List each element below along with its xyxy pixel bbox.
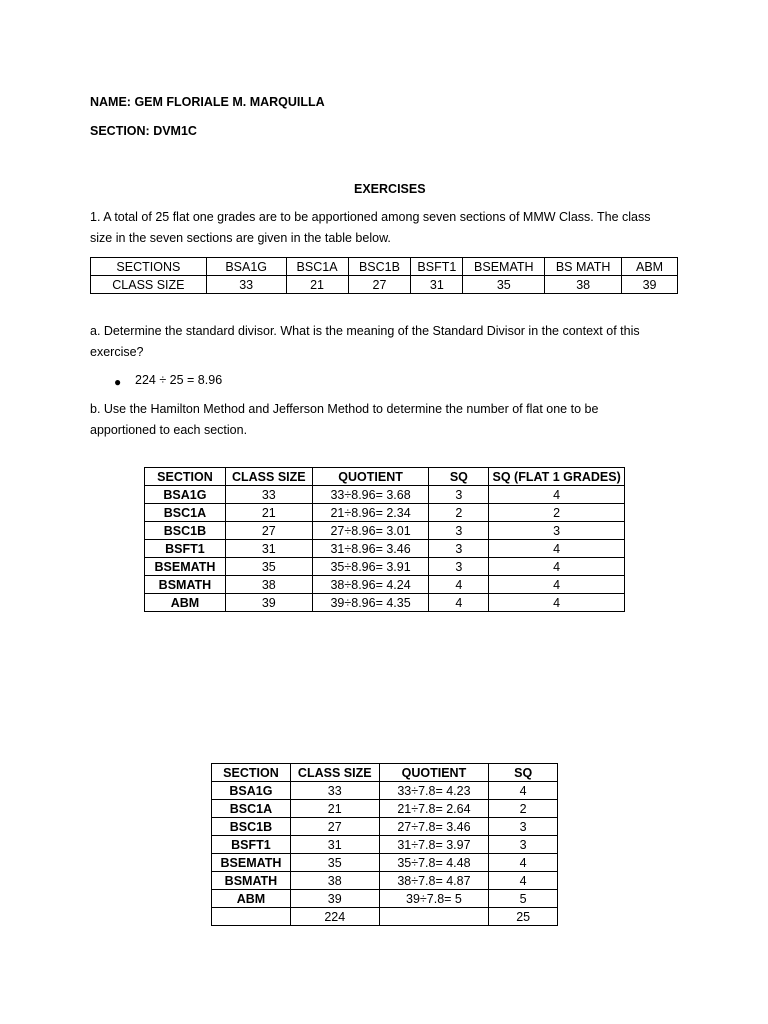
table-cell: 31 bbox=[225, 540, 312, 558]
table-cell: BSMATH bbox=[212, 872, 291, 890]
table-cell: 35 bbox=[290, 854, 379, 872]
table-cell: 31÷7.8= 3.97 bbox=[379, 836, 489, 854]
table-cell: 38 bbox=[290, 872, 379, 890]
table-cell: 27÷8.96= 3.01 bbox=[312, 522, 429, 540]
table-cell: 2 bbox=[429, 504, 489, 522]
table-cell: 4 bbox=[489, 540, 625, 558]
table-cell: ABM bbox=[212, 890, 291, 908]
table-cell: 39 bbox=[290, 890, 379, 908]
table-cell: ABM bbox=[622, 258, 678, 276]
table-cell: BSEMATH bbox=[463, 258, 545, 276]
bullet-icon: ● bbox=[114, 375, 122, 389]
table-cell: 21 bbox=[290, 800, 379, 818]
table-header-row bbox=[212, 764, 558, 782]
table-row bbox=[212, 872, 558, 890]
table-row bbox=[91, 276, 678, 294]
table-cell: BSC1B bbox=[212, 818, 291, 836]
table-cell: BSC1A bbox=[212, 800, 291, 818]
table-row bbox=[212, 818, 558, 836]
table-cell: 38 bbox=[225, 576, 312, 594]
table-row bbox=[145, 594, 625, 612]
table-cell: SECTIONS bbox=[91, 258, 207, 276]
table-cell: 27 bbox=[225, 522, 312, 540]
column-header: SECTION bbox=[145, 468, 226, 486]
student-section: SECTION: DVM1C bbox=[90, 124, 197, 138]
table-cell: 31÷8.96= 3.46 bbox=[312, 540, 429, 558]
question-b bbox=[90, 399, 690, 441]
table-header-row bbox=[145, 468, 625, 486]
table-cell: BSFT1 bbox=[411, 258, 463, 276]
table-cell: 33 bbox=[206, 276, 286, 294]
column-header: QUOTIENT bbox=[379, 764, 489, 782]
question-b-line-2: apportioned to each section. bbox=[90, 423, 248, 437]
table-row bbox=[91, 258, 678, 276]
hamilton-table bbox=[144, 467, 625, 612]
jefferson-table bbox=[211, 763, 558, 926]
table-cell: 33÷7.8= 4.23 bbox=[379, 782, 489, 800]
column-header: CLASS SIZE bbox=[290, 764, 379, 782]
table-cell: 4 bbox=[489, 576, 625, 594]
table-cell: 35÷7.8= 4.48 bbox=[379, 854, 489, 872]
table-cell: 3 bbox=[429, 486, 489, 504]
table-cell: BSC1B bbox=[348, 258, 411, 276]
table-row bbox=[212, 800, 558, 818]
table-cell: BSEMATH bbox=[145, 558, 226, 576]
table-row bbox=[145, 504, 625, 522]
column-header: SQ (FLAT 1 GRADES) bbox=[489, 468, 625, 486]
table-cell: 3 bbox=[429, 522, 489, 540]
table-cell: 35÷8.96= 3.91 bbox=[312, 558, 429, 576]
class-size-table bbox=[90, 257, 678, 294]
table-cell: 5 bbox=[489, 890, 558, 908]
table-cell: 33 bbox=[290, 782, 379, 800]
table-cell: 39 bbox=[225, 594, 312, 612]
table-cell: 33 bbox=[225, 486, 312, 504]
table-cell: 4 bbox=[489, 486, 625, 504]
page-title: EXERCISES bbox=[354, 182, 426, 196]
table-cell: 3 bbox=[489, 836, 558, 854]
question-a-line-2: exercise? bbox=[90, 345, 144, 359]
question-1-line-2: size in the seven sections are given in the table below. bbox=[90, 231, 391, 245]
table-cell: 3 bbox=[489, 818, 558, 836]
table-cell: BSA1G bbox=[212, 782, 291, 800]
table-cell: 4 bbox=[489, 782, 558, 800]
table-cell: 4 bbox=[489, 594, 625, 612]
table-cell: 33÷8.96= 3.68 bbox=[312, 486, 429, 504]
student-name: NAME: GEM FLORIALE M. MARQUILLA bbox=[90, 95, 325, 109]
table-cell: BSC1A bbox=[145, 504, 226, 522]
table-cell: BSMATH bbox=[145, 576, 226, 594]
table-cell: 27 bbox=[348, 276, 411, 294]
table-cell: 3 bbox=[429, 558, 489, 576]
table-cell: 21÷7.8= 2.64 bbox=[379, 800, 489, 818]
column-header: SECTION bbox=[212, 764, 291, 782]
table-cell bbox=[379, 908, 489, 926]
question-1 bbox=[90, 207, 690, 249]
table-cell: 3 bbox=[429, 540, 489, 558]
table-row bbox=[145, 540, 625, 558]
table-row bbox=[212, 854, 558, 872]
table-cell: 38 bbox=[545, 276, 622, 294]
table-cell: 4 bbox=[489, 558, 625, 576]
table-cell: BSA1G bbox=[145, 486, 226, 504]
table-cell: ABM bbox=[145, 594, 226, 612]
table-cell: BSA1G bbox=[206, 258, 286, 276]
table-cell: 4 bbox=[489, 872, 558, 890]
column-header: QUOTIENT bbox=[312, 468, 429, 486]
table-cell: 4 bbox=[429, 576, 489, 594]
question-b-line-1: b. Use the Hamilton Method and Jefferson Method to determine the number of flat one to be bbox=[90, 402, 599, 416]
table-row bbox=[145, 558, 625, 576]
table-cell: 2 bbox=[489, 800, 558, 818]
table-cell: 27 bbox=[290, 818, 379, 836]
standard-divisor-answer: 224 ÷ 25 = 8.96 bbox=[135, 373, 223, 387]
table-row bbox=[212, 782, 558, 800]
table-cell: 21 bbox=[286, 276, 348, 294]
question-a-line-1: a. Determine the standard divisor. What is the meaning of the Standard Divisor in the context of this bbox=[90, 324, 640, 338]
table-row bbox=[212, 836, 558, 854]
table-cell: 2 bbox=[489, 504, 625, 522]
table-row bbox=[145, 486, 625, 504]
table-total-row bbox=[212, 908, 558, 926]
table-cell: 21 bbox=[225, 504, 312, 522]
total-sq: 25 bbox=[489, 908, 558, 926]
table-cell: 39÷8.96= 4.35 bbox=[312, 594, 429, 612]
total-class-size: 224 bbox=[290, 908, 379, 926]
table-cell: BSC1B bbox=[145, 522, 226, 540]
table-row bbox=[145, 522, 625, 540]
table-cell bbox=[212, 908, 291, 926]
table-cell: 38÷7.8= 4.87 bbox=[379, 872, 489, 890]
table-row bbox=[212, 890, 558, 908]
table-cell: 35 bbox=[225, 558, 312, 576]
table-cell: BS MATH bbox=[545, 258, 622, 276]
table-cell: 38÷8.96= 4.24 bbox=[312, 576, 429, 594]
table-cell: 31 bbox=[290, 836, 379, 854]
table-cell: 39 bbox=[622, 276, 678, 294]
table-cell: 27÷7.8= 3.46 bbox=[379, 818, 489, 836]
table-cell: BSFT1 bbox=[145, 540, 226, 558]
table-cell: BSFT1 bbox=[212, 836, 291, 854]
table-cell: 31 bbox=[411, 276, 463, 294]
table-cell: 4 bbox=[489, 854, 558, 872]
table-cell: 3 bbox=[489, 522, 625, 540]
table-row bbox=[145, 576, 625, 594]
table-cell: 21÷8.96= 2.34 bbox=[312, 504, 429, 522]
table-cell: BSEMATH bbox=[212, 854, 291, 872]
table-cell: 39÷7.8= 5 bbox=[379, 890, 489, 908]
table-cell: CLASS SIZE bbox=[91, 276, 207, 294]
table-cell: 35 bbox=[463, 276, 545, 294]
question-a bbox=[90, 321, 690, 363]
table-cell: BSC1A bbox=[286, 258, 348, 276]
column-header: CLASS SIZE bbox=[225, 468, 312, 486]
question-1-line-1: 1. A total of 25 flat one grades are to be apportioned among seven sections of MMW Class. The class bbox=[90, 210, 651, 224]
table-cell: 4 bbox=[429, 594, 489, 612]
column-header: SQ bbox=[429, 468, 489, 486]
column-header: SQ bbox=[489, 764, 558, 782]
